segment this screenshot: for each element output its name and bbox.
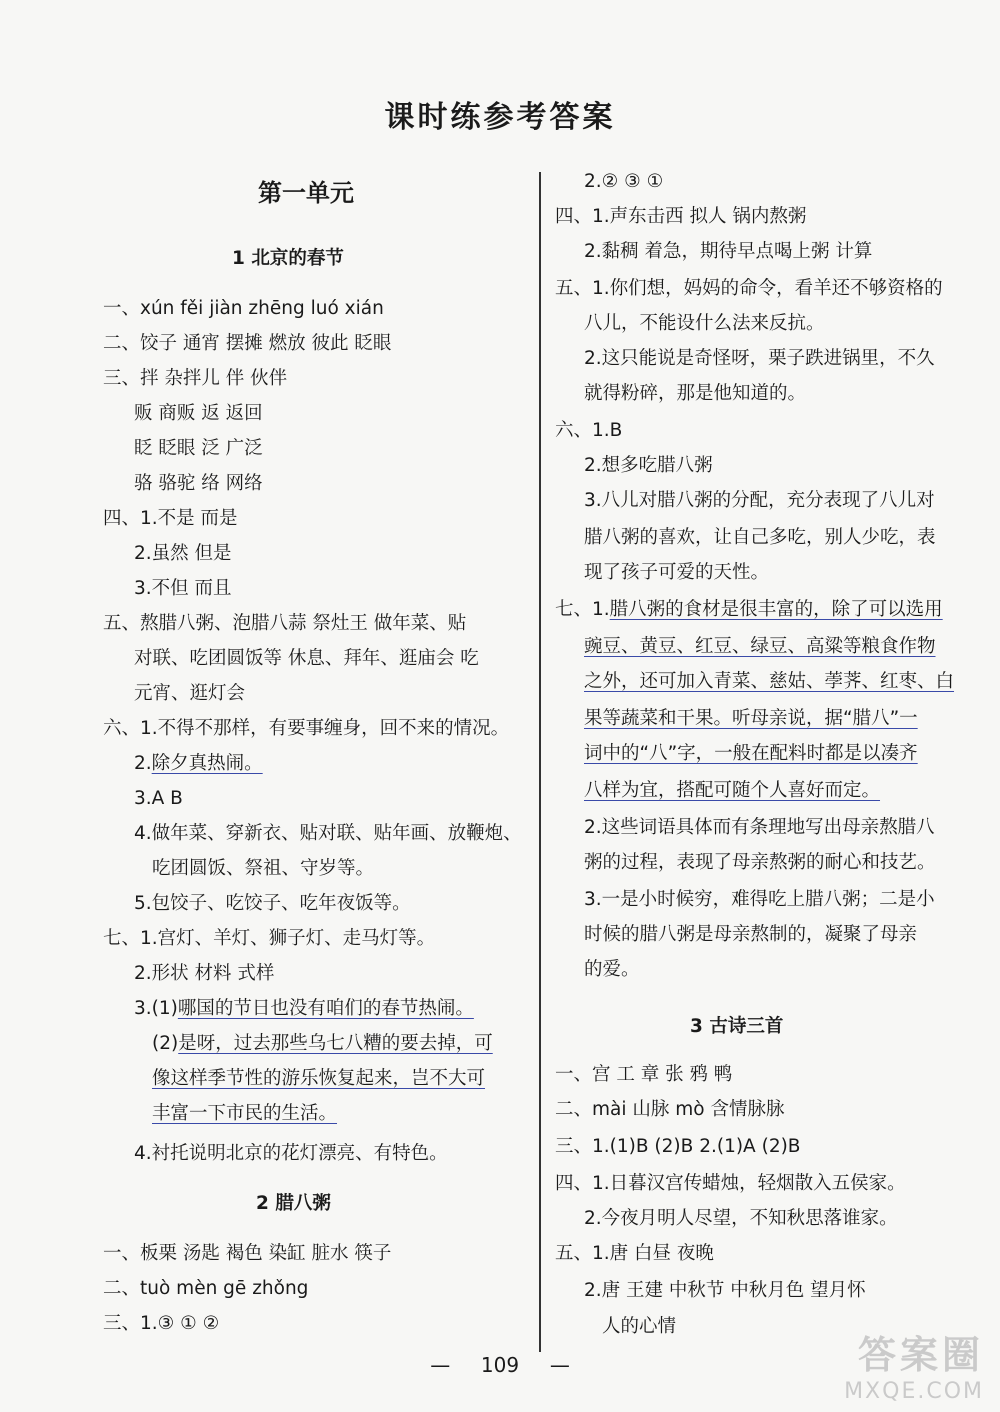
watermark-logo: [844, 1324, 984, 1404]
answer-line: 3.不但 而且: [134, 578, 232, 599]
answer-number: 七、1.: [555, 599, 610, 620]
answer-line: 三、拌 杂拌儿 伴 伙伴: [103, 368, 288, 389]
answer-line: 就得粉碎，那是他知道的。: [584, 383, 807, 404]
page-number-dash: —: [549, 1353, 570, 1377]
underlined-answer: 词中的“八”字，一般在配料时都是以凑齐: [584, 743, 918, 764]
answer-line: 四、1.日暮汉宫传蜡烛，轻烟散入五侯家。: [555, 1173, 906, 1194]
answer-line: 四、1.声东击西 拟人 锅内熬粥: [555, 206, 807, 227]
underlined-answer: 除夕真热闹。: [151, 753, 263, 774]
answer-line: [152, 1031, 493, 1057]
answer-line: 贩 商贩 返 返回: [134, 403, 263, 424]
section-heading-2: 2 腊八粥: [256, 1193, 331, 1214]
underlined-answer: 豌豆、黄豆、红豆、绿豆、高粱等粮食作物: [584, 636, 936, 657]
answer-line: 六、1.B: [555, 420, 623, 441]
answer-line: 五、1.你们想，妈妈的命令，看羊还不够资格的: [555, 278, 943, 299]
watermark-url: MXQE.COM: [844, 1379, 984, 1404]
answer-line: 眨 眨眼 泛 广泛: [134, 438, 263, 459]
answer-line: 一、板栗 汤匙 褐色 染缸 脏水 筷子: [103, 1243, 392, 1264]
underlined-answer: 哪国的节日也没有咱们的春节热闹。: [177, 998, 474, 1019]
answer-line: [134, 996, 474, 1022]
answer-number: 3.(1): [134, 998, 178, 1019]
answer-line: 4.做年菜、穿新衣、贴对联、贴年画、放鞭炮、: [134, 823, 522, 844]
watermark-text: 答案圈: [857, 1333, 984, 1377]
page-title: 课时练参考答案: [384, 100, 616, 135]
answer-line: 七、1.宫灯、羊灯、狮子灯、走马灯等。: [103, 928, 436, 949]
answer-line: 一、宫 工 章 张 鸦 鸭: [555, 1064, 733, 1085]
answer-line: 5.包饺子、吃饺子、吃年夜饭等。: [134, 893, 411, 914]
answer-line: 2.虽然 但是: [134, 543, 232, 564]
answer-line: [134, 751, 263, 777]
answer-line: 五、1.唐 白昼 夜晚: [555, 1243, 714, 1264]
answer-line: 3.一是小时候穷，难得吃上腊八粥；二是小: [584, 889, 935, 910]
underlined-answer: 之外，还可加入青菜、慈姑、荸荠、红枣、白: [584, 671, 955, 692]
underlined-answer: 像这样季节性的游乐恢复起来，岂不大可: [152, 1068, 486, 1089]
answer-line: 2.黏稠 着急，期待早点喝上粥 计算: [584, 241, 873, 262]
answer-line: 二、饺子 通宵 摆摊 燃放 彼此 眨眼: [103, 333, 392, 354]
answer-line: 3.八儿对腊八粥的分配，充分表现了八儿对: [584, 490, 935, 511]
answer-line: 3.A B: [134, 788, 183, 809]
answer-line: 的爱。: [584, 959, 640, 980]
answer-line: 一、xún fěi jiàn zhēng luó xián: [103, 298, 384, 319]
answer-line: 2.形状 材料 式样: [134, 963, 275, 984]
answer-line: 时候的腊八粥是母亲熬制的，凝聚了母亲: [584, 924, 918, 945]
answer-line: 骆 骆驼 络 网络: [134, 473, 263, 494]
answer-line: 八儿，不能设什么法来反抗。: [584, 313, 825, 334]
answer-line: 对联、吃团圆饭等 休息、拜年、逛庙会 吃: [134, 648, 479, 669]
underlined-answer: 是呀，过去那些乌七八糟的要去掉，可: [178, 1033, 493, 1054]
answer-line: 4.衬托说明北京的花灯漂亮、有特色。: [134, 1143, 448, 1164]
answer-line: 腊八粥的喜欢，让自己多吃，别人少吃，表: [584, 527, 936, 548]
answer-line: 2.唐 王建 中秋节 中秋月色 望月怀: [584, 1280, 866, 1301]
underlined-answer: 腊八粥的食材是很丰富的，除了可以选用: [609, 599, 943, 620]
answer-number: 2.: [134, 753, 152, 774]
answer-line: 二、mài 山脉 mò 含情脉脉: [555, 1099, 785, 1120]
answer-number: (2): [152, 1033, 179, 1054]
answer-line: 2.这些词语具体而有条理地写出母亲熬腊八: [584, 817, 935, 838]
answer-line: 现了孩子可爱的天性。: [584, 562, 770, 583]
answer-line: [555, 597, 943, 623]
answer-line: 元宵、逛灯会: [134, 683, 246, 704]
answer-line: 2.想多吃腊八粥: [584, 455, 713, 476]
answer-line: 人的心情: [602, 1316, 677, 1337]
answer-line: 五、熬腊八粥、泡腊八蒜 祭灶王 做年菜、贴: [103, 613, 467, 634]
answer-line: 四、1.不是 而是: [103, 508, 238, 529]
answer-line: 粥的过程，表现了母亲熬粥的耐心和技艺。: [584, 852, 936, 873]
underlined-answer: 果等蔬菜和干果。听母亲说，据“腊八”一: [584, 708, 918, 729]
answer-line: 2.今夜月明人尽望，不知秋思落谁家。: [584, 1208, 898, 1229]
answer-line: 六、1.不得不那样，有要事缠身，回不来的情况。: [103, 718, 510, 739]
answer-line: 二、tuò mèn gē zhǒng: [103, 1278, 309, 1299]
page-number-dash: —: [430, 1353, 451, 1377]
page-number-value: 109: [480, 1353, 520, 1377]
section-heading-1: 1 北京的春节: [232, 248, 344, 269]
answer-line: 三、1.(1)B (2)B 2.(1)A (2)B: [555, 1136, 801, 1157]
answer-line: 吃团圆饭、祭祖、守岁等。: [152, 858, 375, 879]
underlined-answer: 八样为宜，搭配可随个人喜好而定。: [584, 780, 881, 801]
section-heading-3: 3 古诗三首: [690, 1016, 784, 1037]
answer-line: 三、1.③ ① ②: [103, 1313, 220, 1334]
answer-line: 2.② ③ ①: [584, 171, 664, 192]
underlined-answer: 丰富一下市民的生活。: [152, 1103, 338, 1124]
answer-line: 2.这只能说是奇怪呀，栗子跌进锅里，不久: [584, 348, 935, 369]
column-divider: [539, 172, 541, 1352]
unit-heading: 第一单元: [258, 179, 354, 207]
